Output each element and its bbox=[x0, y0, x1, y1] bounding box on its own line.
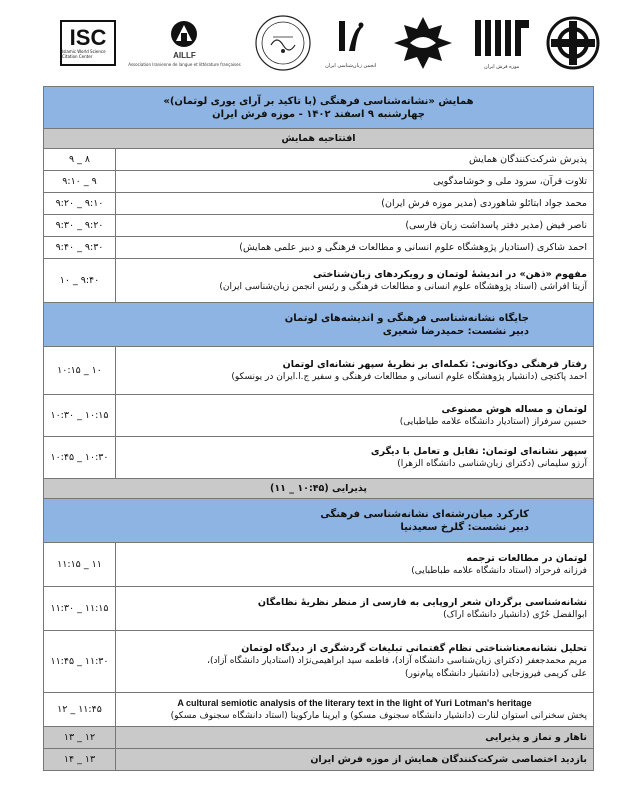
isc-logo bbox=[60, 20, 116, 66]
linguistic-society-logo bbox=[325, 17, 376, 69]
aillf-logo bbox=[128, 19, 240, 67]
conference-date: چهارشنبه ۹ اسفند ۱۴۰۲ - موزه فرش ایران bbox=[212, 108, 425, 120]
talk-row bbox=[44, 347, 594, 395]
lunch-text: ناهار و نماز و پذیرایی bbox=[116, 727, 594, 749]
talk-row bbox=[44, 543, 594, 587]
talk-title: نشانه‌شناسی برگردان شعر اروپایی به فارسی از منظر نظریهٔ نظامگان bbox=[257, 596, 587, 608]
session-time: ۸ _ ۹ bbox=[44, 149, 116, 171]
talk-speaker: حسین سرفراز (استادیار دانشگاه علامه طباطبایی) bbox=[399, 416, 587, 427]
talk-title: لوتمان در مطالعات ترجمه bbox=[466, 552, 587, 564]
session-text: ناصر فیض (مدیر دفتر پاسداشت زبان فارسی) bbox=[116, 215, 594, 237]
star-calligraphy-icon bbox=[388, 15, 458, 71]
panel1-title: جایگاه نشانه‌شناسی فرهنگی و اندیشه‌های لوتمان bbox=[284, 312, 529, 324]
session-text: احمد شاکری (استادیار پژوهشگاه علوم انسانی و مطالعات فرهنگی و دبیر علمی همایش) bbox=[116, 237, 594, 259]
museum-visit-row bbox=[44, 749, 594, 771]
aillf-logo-subtext: Association Iranienne de langue et littérature françaises bbox=[128, 62, 241, 67]
keynote-title: مفهوم «ذهن» در اندیشهٔ لوتمان و رویکردهای زبان‌شناختی bbox=[313, 268, 587, 280]
round-calligraphy-logo bbox=[545, 15, 601, 71]
talk-row bbox=[44, 693, 594, 727]
museum-visit-text: بازدید اختصاصی شرکت‌کنندگان همایش از موزه فرش ایران bbox=[116, 749, 594, 771]
talk-speaker: آرزو سلیمانی (دکترای زبان‌شناسی دانشگاه الزهرا) bbox=[397, 458, 587, 469]
aillf-logo-text: AILLF bbox=[173, 51, 196, 60]
talk-title: سپهر نشانه‌ای لوتمان: تقابل و تعامل با دیگری bbox=[370, 445, 587, 457]
session-time: ۱۰:۳۰ _ ۱۰:۴۵ bbox=[44, 437, 116, 479]
program-table bbox=[43, 86, 594, 771]
round-seal-icon bbox=[253, 13, 313, 73]
isc-logo-subtext: Islamic World Science Citation Center bbox=[62, 49, 106, 59]
conference-header-row bbox=[44, 87, 594, 129]
linguistic-society-emblem-icon bbox=[333, 17, 369, 61]
panel2-title: کارکرد میان‌رشته‌ای نشانه‌شناسی فرهنگی bbox=[320, 508, 529, 520]
aillf-emblem-icon bbox=[164, 19, 204, 49]
schedule-row bbox=[44, 193, 594, 215]
talk-speaker-continued: علی کریمی فیروزجایی (دانشیار دانشگاه پیام‌نور) bbox=[405, 669, 587, 679]
session-time: ۹ _ ۹:۱۰ bbox=[44, 171, 116, 193]
session-time: ۱۰:۱۵ _ ۱۰:۳۰ bbox=[44, 395, 116, 437]
logo-bar bbox=[0, 0, 641, 86]
session-text: محمد جواد ابتائلو شاهوردی (مدیر موزه فرش ایران) bbox=[116, 193, 594, 215]
session-time: ۱۲ _ ۱۳ bbox=[44, 727, 116, 749]
talk-title: تحلیل نشانه‌معناشناختی نظام گفتمانی تبلیغات گردشگری از دیدگاه لوتمان bbox=[241, 643, 587, 654]
talk-speaker: پخش سخنرانی استوان لنارت (دانشیار دانشگاه سجنوف مسکو) و ایرینا مارکوینا (استاد دانشگاه سجنوف مسکو) bbox=[170, 710, 587, 721]
session-time: ۱۳ _ ۱۴ bbox=[44, 749, 116, 771]
keynote-speaker: آزیتا افراشی (استاد پژوهشگاه علوم انسانی و مطالعات فرهنگی و رئیس انجمن زبان‌شناسی ایران) bbox=[219, 281, 587, 292]
talk-speaker: مریم محمدجعفر (دکترای زبان‌شناسی دانشگاه آزاد)، فاطمه سید ابراهیمی‌نژاد (استادیار دانشگاه آزاد)، bbox=[207, 656, 587, 666]
talk-title: لوتمان و مساله هوش مصنوعی bbox=[441, 403, 587, 415]
opening-header-row bbox=[44, 129, 594, 149]
isc-logo-text: ISC bbox=[69, 25, 107, 50]
star-calligraphy-logo bbox=[388, 15, 458, 71]
schedule-row bbox=[44, 237, 594, 259]
opening-title: افتتاحیه همایش bbox=[44, 129, 594, 149]
panel1-header-row bbox=[44, 303, 594, 347]
carpet-museum-emblem-icon bbox=[471, 16, 533, 62]
talk-row bbox=[44, 395, 594, 437]
conference-title: همایش «نشانه‌شناسی فرهنگی (با تاکید بر آرای یوری لوتمان)» bbox=[163, 95, 474, 107]
carpet-museum-caption: موزه فرش ایران bbox=[484, 64, 520, 70]
session-time: ۹:۴۰ _ ۱۰ bbox=[44, 259, 116, 303]
talk-row bbox=[44, 631, 594, 693]
session-time: ۹:۲۰ _ ۹:۳۰ bbox=[44, 215, 116, 237]
talk-title: رفتار فرهنگی دوکانونی: تکمله‌ای بر نظریهٔ سپهر نشانه‌ای لوتمان bbox=[282, 358, 587, 370]
session-time: ۱۱:۱۵ _ ۱۱:۳۰ bbox=[44, 587, 116, 631]
schedule-row bbox=[44, 171, 594, 193]
schedule-row bbox=[44, 215, 594, 237]
session-time: ۹:۱۰ _ ۹:۲۰ bbox=[44, 193, 116, 215]
session-text: تلاوت قرآن، سرود ملی و خوشامدگویی bbox=[116, 171, 594, 193]
talk-row bbox=[44, 437, 594, 479]
session-time: ۱۱:۳۰ _ ۱۱:۴۵ bbox=[44, 631, 116, 693]
talk-speaker: فرزانه فرحزاد (استاد دانشگاه علامه طباطبایی) bbox=[411, 565, 587, 576]
talk-title-english: A cultural semiotic analysis of the literary text in the light of Yuri Lotman's heritage bbox=[177, 697, 532, 708]
lunch-row bbox=[44, 727, 594, 749]
seal-logo bbox=[253, 13, 313, 73]
session-time: ۱۱:۴۵ _ ۱۲ bbox=[44, 693, 116, 727]
talk-speaker: ابوالفضل حُرّی (دانشیار دانشگاه اراک) bbox=[443, 609, 587, 620]
session-text: پذیرش شرکت‌کنندگان همایش bbox=[116, 149, 594, 171]
panel2-chair: دبیر نشست: گلرخ سعیدنیا bbox=[400, 521, 529, 533]
break-text: پذیرایی (۱۰:۴۵ _ ۱۱) bbox=[44, 479, 594, 499]
talk-speaker: احمد پاکتچی (دانشیار پژوهشگاه علوم انسانی و مطالعات فرهنگی و سفیر ج.ا.ایران در یونسکو) bbox=[231, 371, 587, 382]
schedule-row bbox=[44, 149, 594, 171]
panel2-header-row bbox=[44, 499, 594, 543]
session-time: ۱۰ _ ۱۰:۱۵ bbox=[44, 347, 116, 395]
keynote-row bbox=[44, 259, 594, 303]
panel1-chair: دبیر نشست: حمیدرضا شعیری bbox=[382, 325, 529, 337]
linguistic-society-caption: انجمن زبان‌شناسی ایران bbox=[325, 63, 377, 69]
carpet-museum-logo bbox=[471, 16, 533, 70]
break-row bbox=[44, 479, 594, 499]
session-time: ۹:۳۰ _ ۹:۴۰ bbox=[44, 237, 116, 259]
round-calligraphy-icon bbox=[545, 15, 601, 71]
talk-row bbox=[44, 587, 594, 631]
session-time: ۱۱ _ ۱۱:۱۵ bbox=[44, 543, 116, 587]
